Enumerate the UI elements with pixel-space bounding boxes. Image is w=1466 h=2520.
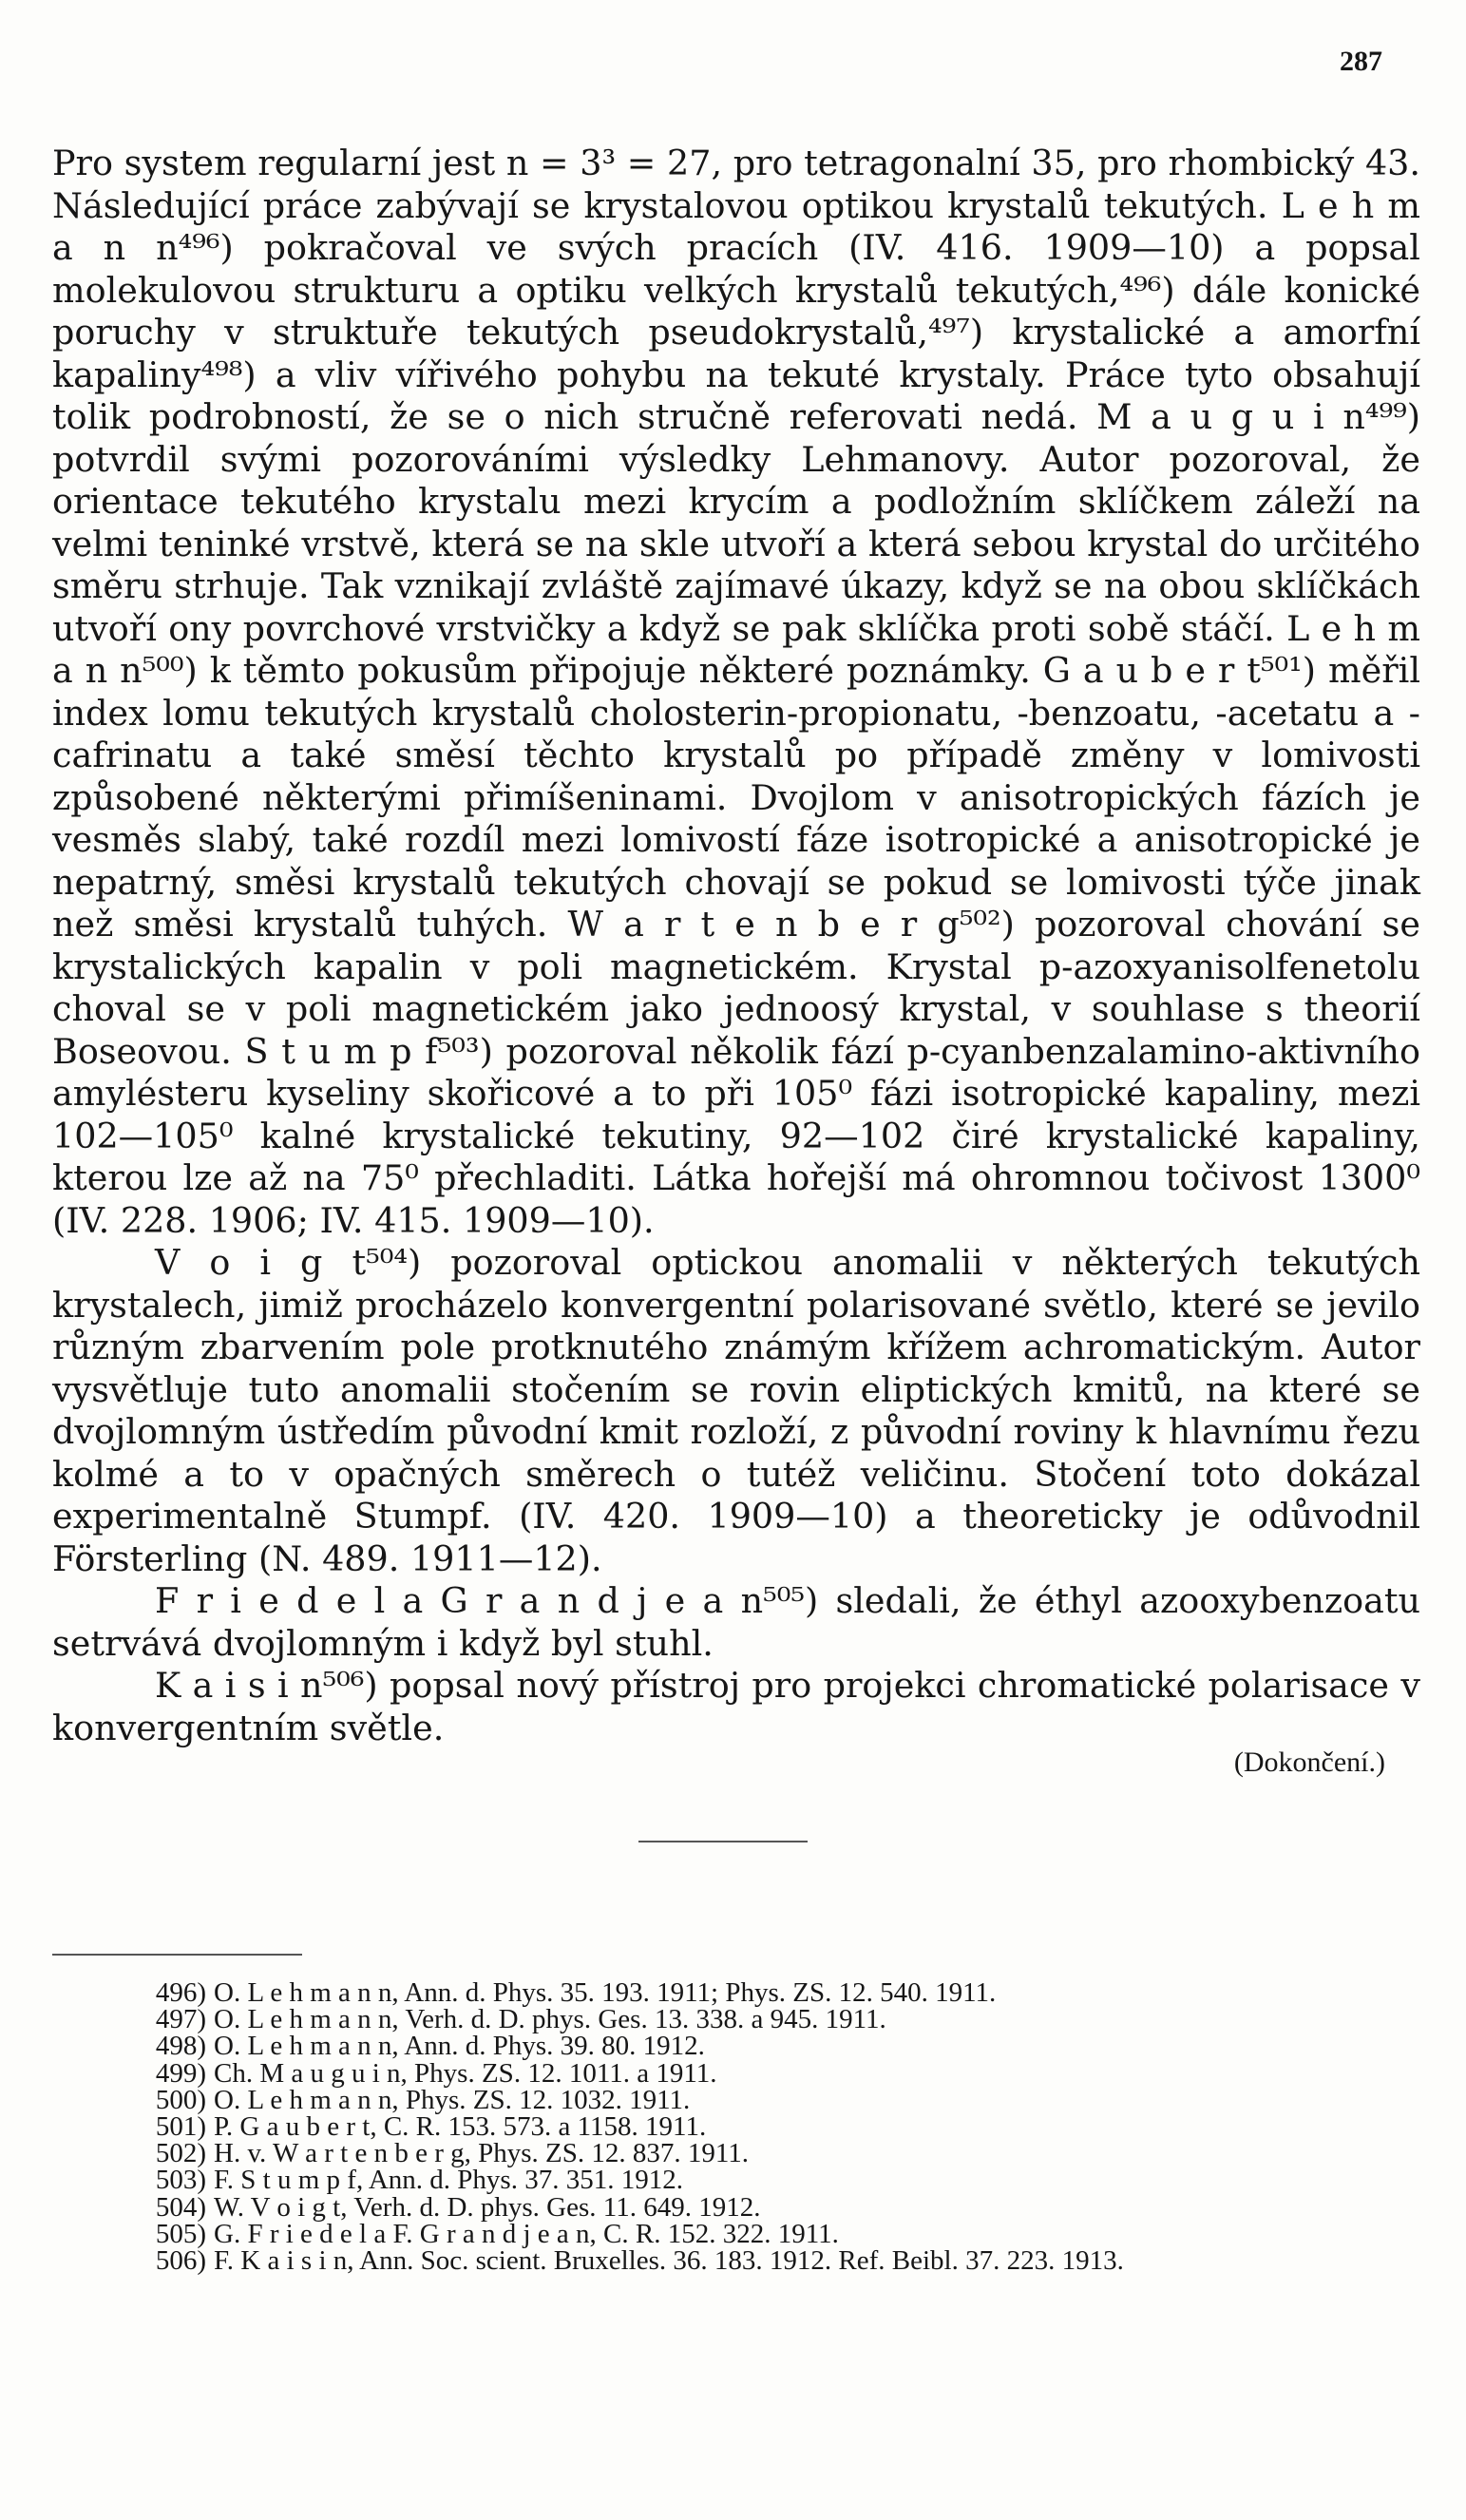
footnotes bbox=[52, 1977, 1420, 2277]
footnote-rule bbox=[52, 1954, 302, 1956]
footnote-504: 504) W. V o i g t, Verh. d. D. phys. Ges. 11. 649. 1912. bbox=[155, 2191, 761, 2223]
footnote-499: 499) Ch. M a u g u i n, Phys. ZS. 12. 1011. a 1911. bbox=[155, 2057, 717, 2089]
footnote-503: 503) F. S t u m p f, Ann. d. Phys. 37. 351. 1912. bbox=[155, 2165, 683, 2196]
page-number: 287 bbox=[1340, 46, 1382, 77]
article-body bbox=[52, 143, 1420, 1749]
footnote-501: 501) P. G a u b e r t, C. R. 153. 573. a 1158. 1911. bbox=[155, 2111, 707, 2143]
paragraph-4: K a i s i n⁵⁰⁶) popsal nový přístroj pro projekci chromatické polarisace v konvergentním světle. bbox=[52, 1665, 1420, 1748]
footnote-498: 498) O. L e h m a n n, Ann. d. Phys. 39. 80. 1912. bbox=[155, 2031, 705, 2062]
paragraph-2: V o i g t⁵⁰⁴) pozoroval optickou anomalii v některých tekutých krystalech, jimiž procházelo konvergentní polarisované světlo, které se jevilo různým zbarvením pole protknutého známým křížem achromatickým. Autor vysvětluje tuto anomalii stočením se rovin eliptických kmitů, na které se dvojlomným ústředím původní kmit rozloží, z původní roviny k hlavnímu řezu kolmé a to v opačných směrech o tutéž veličinu. Stočení toto dokázal experimentalně Stumpf. (IV. 420. 1909—10) a theoreticky je odůvodnil Försterling (N. 489. 1911—12). bbox=[52, 1242, 1420, 1579]
footnote-497: 497) O. L e h m a n n, Verh. d. D. phys. Ges. 13. 338. a 945. 1911. bbox=[155, 2004, 886, 2035]
footnote-505: 505) G. F r i e d e l a F. G r a n d j e a n, C. R. 152. 322. 1911. bbox=[155, 2218, 839, 2249]
paragraph-3: F r i e d e l a G r a n d j e a n⁵⁰⁵) sledali, že éthyl azooxybenzoatu setrvává dvojlomným i když byl stuhl. bbox=[52, 1580, 1420, 1664]
footnote-496: 496) O. L e h m a n n, Ann. d. Phys. 35. 193. 1911; Phys. ZS. 12. 540. 1911. bbox=[155, 1977, 997, 2008]
continuation-note: (Dokončení.) bbox=[1233, 1747, 1385, 1778]
footnote-500: 500) O. L e h m a n n, Phys. ZS. 12. 1032. 1911. bbox=[155, 2084, 691, 2115]
paragraph-1: Pro system regularní jest n = 3³ = 27, pro tetragonalní 35, pro rhombický 43. Následující práce zabývají se krystalovou optikou krystalů tekutých. L e h m a n n⁴⁹⁶) pokračoval ve svých pracích (IV. 416. 1909—10) a popsal molekulovou strukturu a optiku velkých krystalů tekutých,⁴⁹⁶) dále konické poruchy v struktuře tekutých pseudokrystalů,⁴⁹⁷) krystalické a amorfní kapaliny⁴⁹⁸) a vliv vířivého pohybu na tekuté krystaly. Práce tyto obsahují tolik podrobností, že se o nich stručně referovati nedá. M a u g u i n⁴⁹⁹) potvrdil svými pozorováními výsledky Lehmanovy. Autor pozoroval, že orientace tekutého krystalu mezi krycím a podložním sklíčkem záleží na velmi teninké vrstvě, která se na skle utvoří a která sebou krystal do určitého směru strhuje. Tak vznikají zvláště zajímavé úkazy, když se na obou sklíčkách utvoří ony povrchové vrstvičky a když se pak sklíčka proti sobě stáčí. L e h m a n n⁵⁰⁰) k těmto pokusům připojuje některé poznámky. G a u b e r t⁵⁰¹) měřil index lomu tekutých krystalů cholosterin-propionatu, -benzoatu, -acetatu a -cafrinatu a také směsí těchto krystalů po případě změny v lomivosti způsobené některými přimíšeninami. Dvojlom v anisotropických fázích je vesměs slabý, také rozdíl mezi lomivostí fáze isotropické a anisotropické je nepatrný, směsi krystalů tekutých chovají se pokud se lomivosti týče jinak než směsi krystalů tuhých. W a r t e n b e r g⁵⁰²) pozoroval chování se krystalických kapalin v poli magnetickém. Krystal p-azoxyanisolfenetolu choval se v poli magnetickém jako jednoosý krystal, v souhlase s theorií Boseovou. S t u m p f⁵⁰³) pozoroval několik fází p-cyanbenzalamino-aktivního amylésteru kyseliny skořicové a to při 105⁰ fázi isotropické kapaliny, mezi 102—105⁰ kalné krystalické tekutiny, 92—102 čiré krystalické kapaliny, kterou lze až na 75⁰ přechladiti. Látka hořejší má ohromnou točivost 1300⁰ (IV. 228. 1906; IV. 415. 1909—10). bbox=[52, 143, 1420, 1241]
footnote-502: 502) H. v. W a r t e n b e r g, Phys. ZS. 12. 837. 1911. bbox=[155, 2138, 750, 2169]
footnote-506: 506) F. K a i s i n, Ann. Soc. scient. Bruxelles. 36. 183. 1912. Ref. Beibl. 37. 223. 1913. bbox=[155, 2245, 1124, 2277]
section-divider bbox=[638, 1841, 808, 1842]
